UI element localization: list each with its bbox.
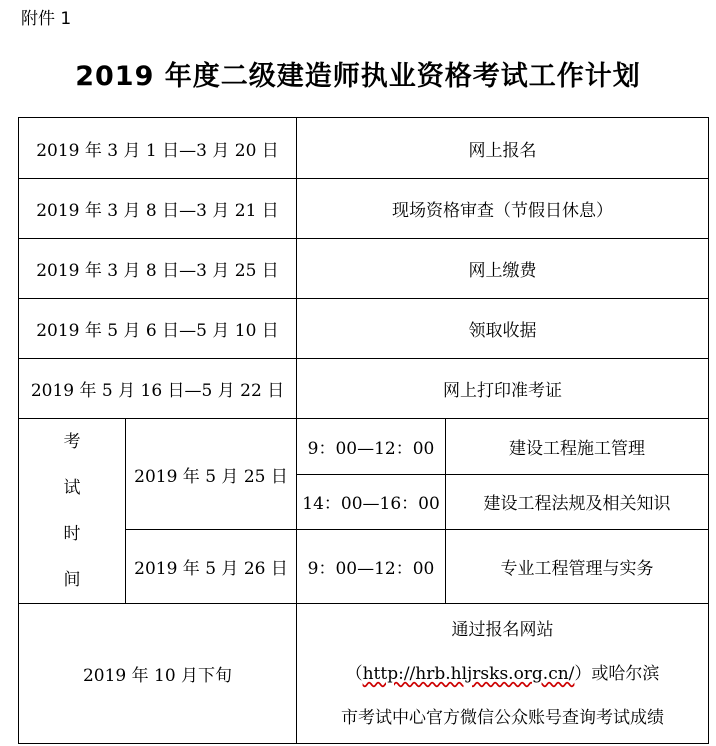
exam-label-char: 时 xyxy=(63,524,81,544)
paren-open: （ xyxy=(345,663,363,684)
paren-close: ）或哈尔滨 xyxy=(574,663,660,684)
result-info-cell xyxy=(297,604,709,744)
task-cell: 现场资格审查（节假日休息） xyxy=(297,179,709,239)
exam-date-cell: 2019 年 5 月 25 日 xyxy=(126,419,297,530)
table-row xyxy=(19,299,709,359)
task-cell: 网上打印准考证 xyxy=(297,359,709,419)
exam-label-char: 考 xyxy=(63,432,81,452)
task-cell: 领取收据 xyxy=(297,299,709,359)
result-line: 市考试中心官方微信公众账号查询考试成绩 xyxy=(341,707,665,728)
exam-subject-cell: 建设工程法规及相关知识 xyxy=(446,474,709,530)
result-row xyxy=(19,604,709,744)
result-line xyxy=(297,652,708,696)
table-row xyxy=(19,118,709,179)
exam-subject-cell: 专业工程管理与实务 xyxy=(446,530,709,604)
result-line: 通过报名网站 xyxy=(451,619,554,640)
exam-label-char: 试 xyxy=(63,478,81,498)
schedule-table xyxy=(18,117,709,744)
result-url-link[interactable]: http://hrb.hljrsks.org.cn/ xyxy=(362,663,575,684)
attachment-label: 附件 1 xyxy=(21,9,72,29)
exam-time-label xyxy=(19,419,126,604)
exam-time-cell: 9：00—12：00 xyxy=(297,530,446,604)
task-cell: 网上缴费 xyxy=(297,239,709,299)
date-cell: 2019 年 5 月 6 日—5 月 10 日 xyxy=(19,299,297,359)
exam-subject-cell: 建设工程施工管理 xyxy=(446,419,709,475)
table-row xyxy=(19,179,709,239)
exam-date-cell: 2019 年 5 月 26 日 xyxy=(126,530,297,604)
exam-time-cell: 14：00—16：00 xyxy=(297,474,446,530)
date-cell: 2019 年 3 月 8 日—3 月 25 日 xyxy=(19,239,297,299)
date-cell: 2019 年 3 月 1 日—3 月 20 日 xyxy=(19,118,297,179)
result-date-cell: 2019 年 10 月下旬 xyxy=(19,604,297,744)
date-cell: 2019 年 5 月 16 日—5 月 22 日 xyxy=(19,359,297,419)
date-cell: 2019 年 3 月 8 日—3 月 21 日 xyxy=(19,179,297,239)
table-row xyxy=(19,359,709,419)
task-cell: 网上报名 xyxy=(297,118,709,179)
exam-time-cell: 9：00—12：00 xyxy=(297,419,446,475)
page-title: 2019 年度二级建造师执业资格考试工作计划 xyxy=(75,61,641,92)
exam-row xyxy=(19,419,709,475)
table-row xyxy=(19,239,709,299)
exam-label-char: 间 xyxy=(63,570,81,590)
